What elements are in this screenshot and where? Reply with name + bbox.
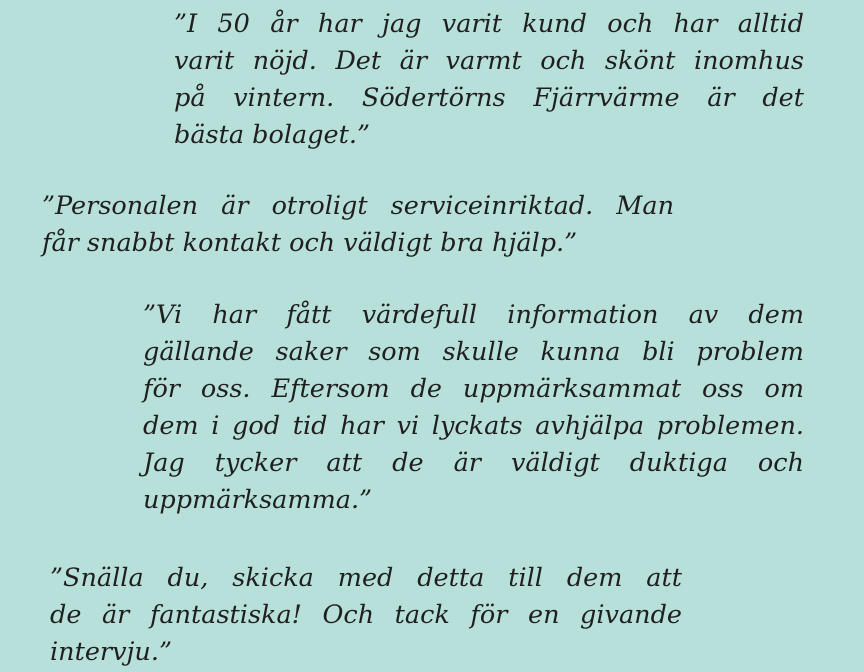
quote-line: dem i god tid har vi lyckats avhjälpa problemen.: [143, 411, 804, 441]
quote-line: de är fantastiska! Och tack för en givande: [50, 600, 682, 630]
quote-line: får snabbt kontakt och väldigt bra hjälp.”: [42, 228, 578, 258]
quote-line: Jag tycker att de är väldigt duktiga och: [143, 448, 804, 478]
quote-line: för oss. Eftersom de uppmärksammat oss om: [143, 374, 804, 404]
testimonial-quote-1: [174, 6, 804, 154]
quote-line: ”Vi har fått värdefull information av dem: [143, 300, 804, 330]
testimonial-quote-2: [42, 188, 674, 262]
quote-line: bästa bolaget.”: [174, 120, 371, 150]
quote-line: ”Personalen är otroligt serviceinriktad. Man: [42, 191, 674, 221]
quote-line: på vintern. Södertörns Fjärrvärme är det: [174, 83, 804, 113]
quote-line: varit nöjd. Det är varmt och skönt inomhus: [174, 46, 804, 76]
quote-line: ”Snälla du, skicka med detta till dem att: [50, 563, 682, 593]
testimonial-quote-4: [50, 560, 682, 671]
quote-line: intervju.”: [50, 637, 172, 667]
quote-line: gällande saker som skulle kunna bli problem: [143, 337, 804, 367]
testimonial-quote-3: [143, 297, 804, 519]
quote-line: ”I 50 år har jag varit kund och har alltid: [174, 9, 804, 39]
quote-line: uppmärksamma.”: [143, 485, 373, 515]
